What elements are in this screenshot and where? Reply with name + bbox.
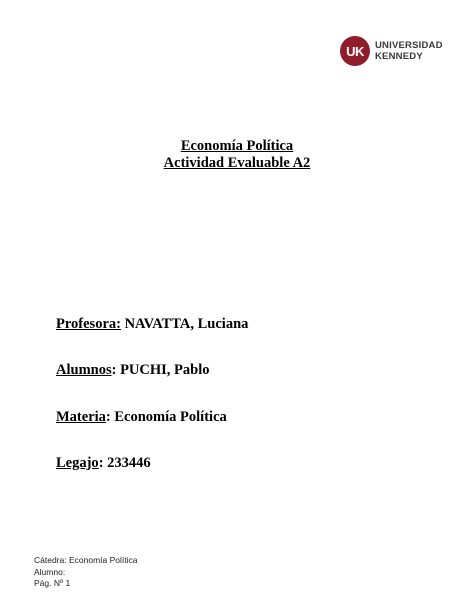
materia-value: Economía Política bbox=[110, 409, 227, 425]
alumnos-colon: : bbox=[111, 362, 117, 378]
legajo-label: Legajo bbox=[56, 455, 99, 471]
title-line-1: Economía Política bbox=[180, 138, 294, 154]
profesora-value: NAVATTA, Luciana bbox=[120, 316, 249, 332]
profesora-label: Profesora: bbox=[56, 316, 121, 332]
document-title bbox=[0, 138, 474, 172]
materia-label: Materia bbox=[56, 409, 106, 425]
footer-catedra: Cátedra: Economía Política bbox=[34, 555, 138, 565]
page-footer bbox=[34, 555, 137, 590]
field-materia bbox=[56, 409, 227, 426]
legajo-value: 233446 bbox=[103, 455, 151, 471]
legajo-colon: : bbox=[98, 455, 104, 471]
university-logo bbox=[340, 36, 443, 66]
field-alumnos bbox=[56, 362, 210, 379]
footer-page-number: Pág. Nº 1 bbox=[34, 578, 71, 588]
logo-line-2: KENNEDY bbox=[375, 51, 423, 62]
logo-line-1: UNIVERSIDAD bbox=[375, 40, 443, 51]
field-legajo bbox=[56, 455, 151, 472]
uk-logo-icon bbox=[340, 36, 370, 66]
title-line-2: Actividad Evaluable A2 bbox=[163, 155, 311, 171]
materia-colon: : bbox=[105, 409, 111, 425]
field-profesora bbox=[56, 316, 248, 333]
logo-badge-text: UK bbox=[346, 43, 364, 59]
footer-alumno: Alumno: bbox=[34, 566, 66, 577]
alumnos-label: Alumnos bbox=[56, 362, 112, 378]
logo-wordmark bbox=[375, 40, 443, 62]
alumnos-value: PUCHI, Pablo bbox=[116, 362, 210, 378]
